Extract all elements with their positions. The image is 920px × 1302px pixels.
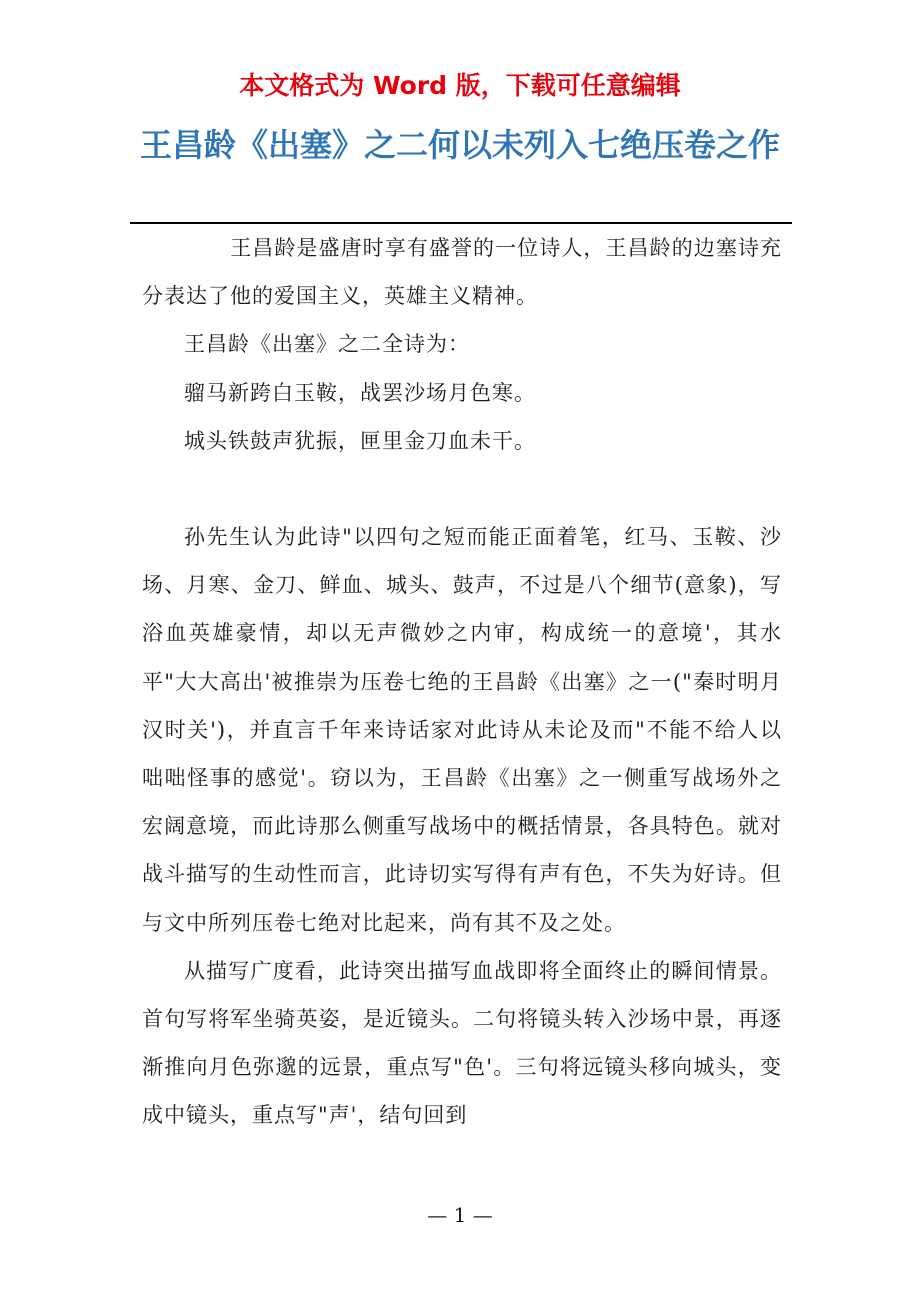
blank-line <box>142 465 782 513</box>
paragraph-commentary: 孙先生认为此诗"以四句之短而能正面着笔，红马、玉鞍、沙场、月寒、金刀、鲜血、城头、鼓声，不过是八个细节(意象)，写浴血英雄豪情，却以无声微妙之内审，构成统一的意境'，其水平"大大高出'被推崇为压卷七绝的王昌龄《出塞》之一("秦时明月汉时关')，并直言千年来诗话家对此诗从未论及而"不能不给人以咄咄怪事的感觉'。窃以为，王昌龄《出塞》之一侧重写战场外之宏阔意境，而此诗那么侧重写战场中的概括情景，各具特色。就对战斗描写的生动性而言，此诗切实写得有声有色，不失为好诗。但与文中所列压卷七绝对比起来，尚有其不及之处。 <box>142 525 782 935</box>
paragraph-poem-heading: 王昌龄《出塞》之二全诗为： <box>184 332 470 357</box>
format-notice-banner: 本文格式为 Word 版，下载可任意编辑 <box>239 71 681 100</box>
paragraph-analysis: 从描写广度看，此诗突出描写血战即将全面终止的瞬间情景。首句写将军坐骑英姿，是近镜头。二句将镜头转入沙场中景，再逐渐推向月色弥邈的远景，重点写"色'。三句将远镜头移向城头，变成中镜头，重点写"声'，结句回到 <box>142 958 782 1128</box>
page-number: — 1 — <box>427 1203 493 1227</box>
poem-line-1: 骝马新跨白玉鞍，战罢沙场月色寒。 <box>184 380 536 405</box>
document-body <box>142 224 782 1140</box>
paragraph-intro: 王昌龄是盛唐时享有盛誉的一位诗人，王昌龄的边塞诗充分表达了他的爱国主义，英雄主义精神。 <box>142 236 782 309</box>
poem-line-2: 城头铁鼓声犹振，匣里金刀血未干。 <box>184 428 536 453</box>
document-title: 王昌龄《出塞》之二何以未列入七绝压卷之作 <box>139 126 780 164</box>
